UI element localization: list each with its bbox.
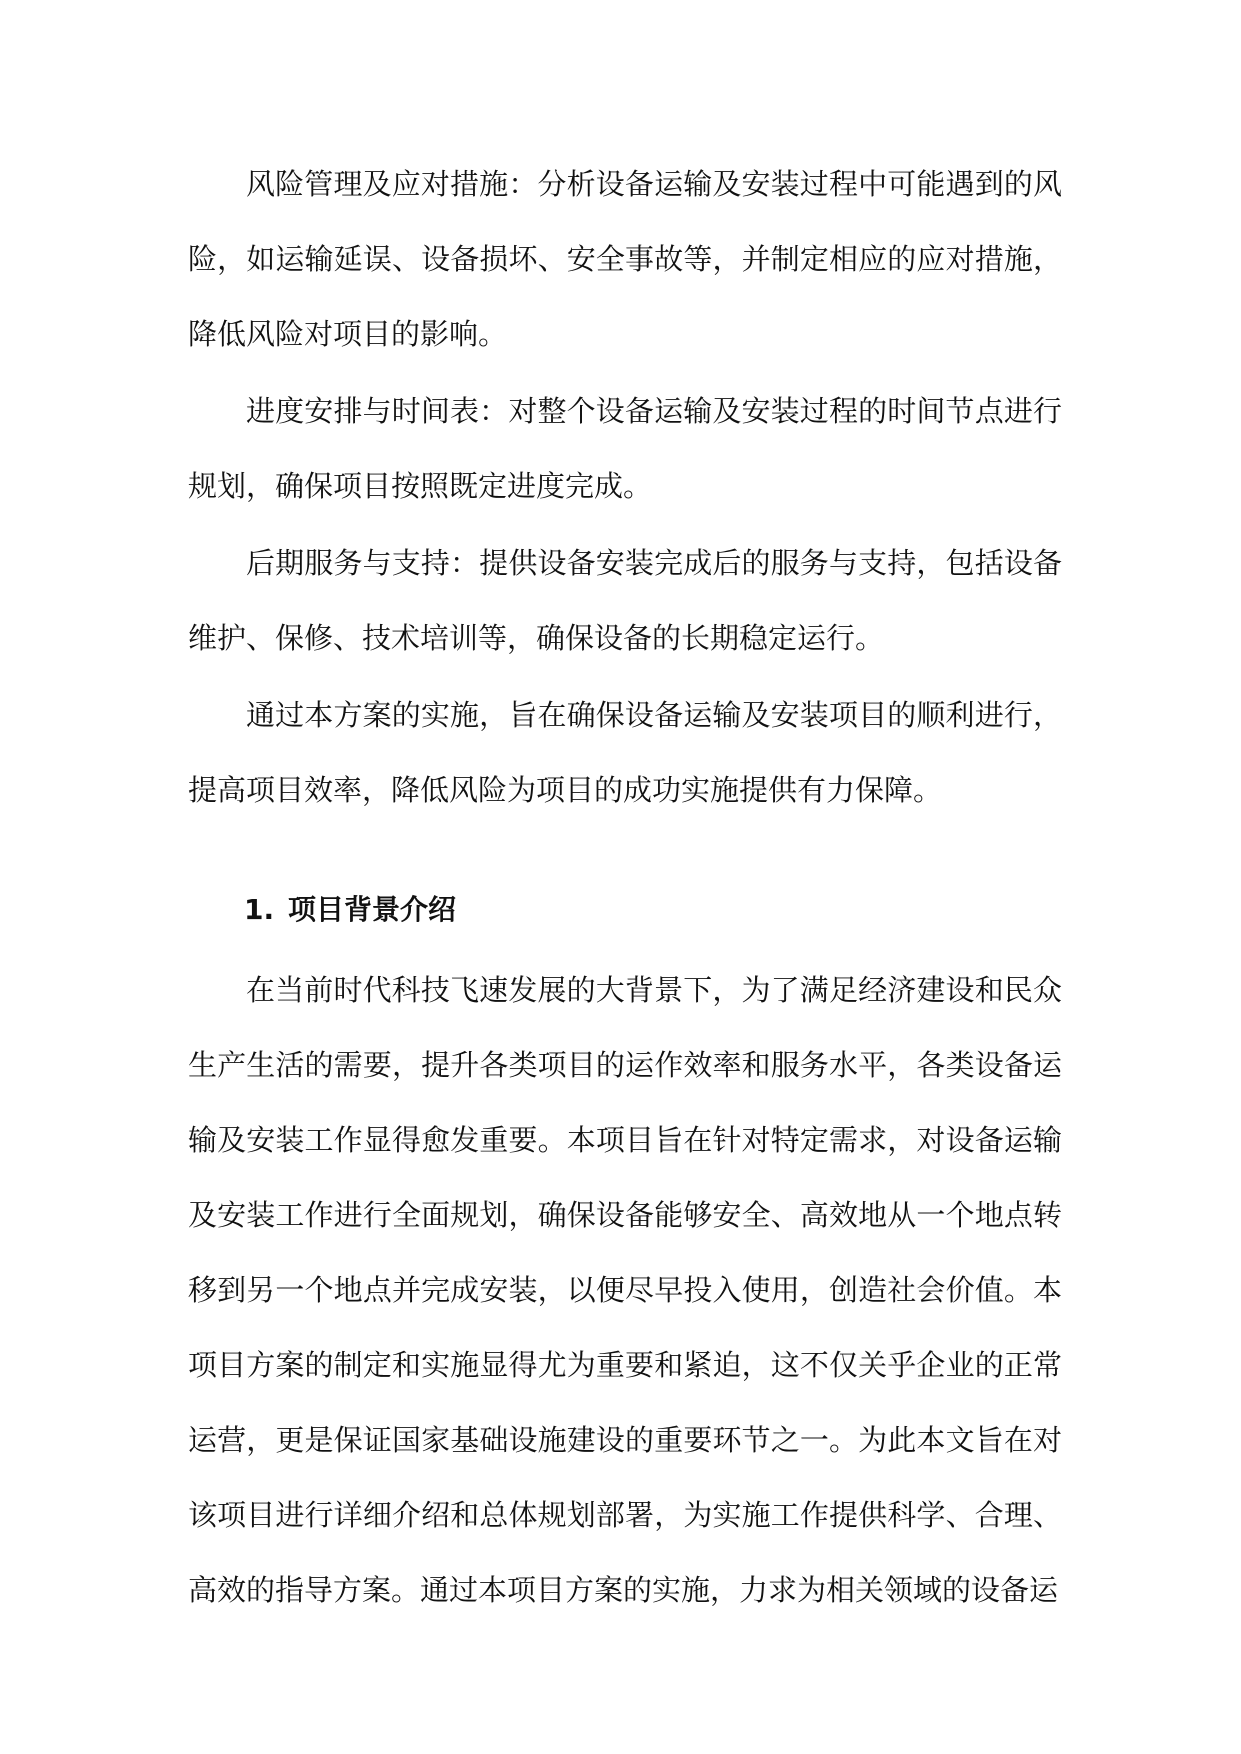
paragraph-after-service: 后期服务与支持：提供设备安装完成后的服务与支持，包括设备维护、保修、技术培训等，确保设备的长期稳定运行。 — [188, 546, 1062, 655]
section-number: 1. — [244, 893, 275, 926]
paragraph-risk-management: 风险管理及应对措施：分析设备运输及安装过程中可能遇到的风险，如运输延误、设备损坏、安全事故等，并制定相应的应对措施，降低风险对项目的影响。 — [188, 167, 1062, 351]
section-heading — [188, 872, 1062, 947]
document-body — [188, 147, 1062, 1628]
paragraph-schedule: 进度安排与时间表：对整个设备运输及安装过程的时间节点进行规划，确保项目按照既定进度完成。 — [188, 394, 1062, 503]
paragraph-summary: 通过本方案的实施，旨在确保设备运输及安装项目的顺利进行，提高项目效率，降低风险为项目的成功实施提供有力保障。 — [188, 698, 1062, 807]
section-title: 项目背景介绍 — [288, 893, 457, 926]
paragraph-project-background: 在当前时代科技飞速发展的大背景下，为了满足经济建设和民众生产生活的需要，提升各类项目的运作效率和服务水平，各类设备运输及安装工作显得愈发重要。本项目旨在针对特定需求，对设备运输及安装工作进行全面规划，确保设备能够安全、高效地从一个地点转移到另一个地点并完成安装，以便尽早投入使用，创造社会价值。本项目方案的制定和实施显得尤为重要和紧迫，这不仅关乎企业的正常运营，更是保证国家基础设施建设的重要环节之一。为此本文旨在对该项目进行详细介绍和总体规划部署，为实施工作提供科学、合理、高效的指导方案。通过本项目方案的实施，力求为相关领域的设备运 — [188, 973, 1062, 1607]
